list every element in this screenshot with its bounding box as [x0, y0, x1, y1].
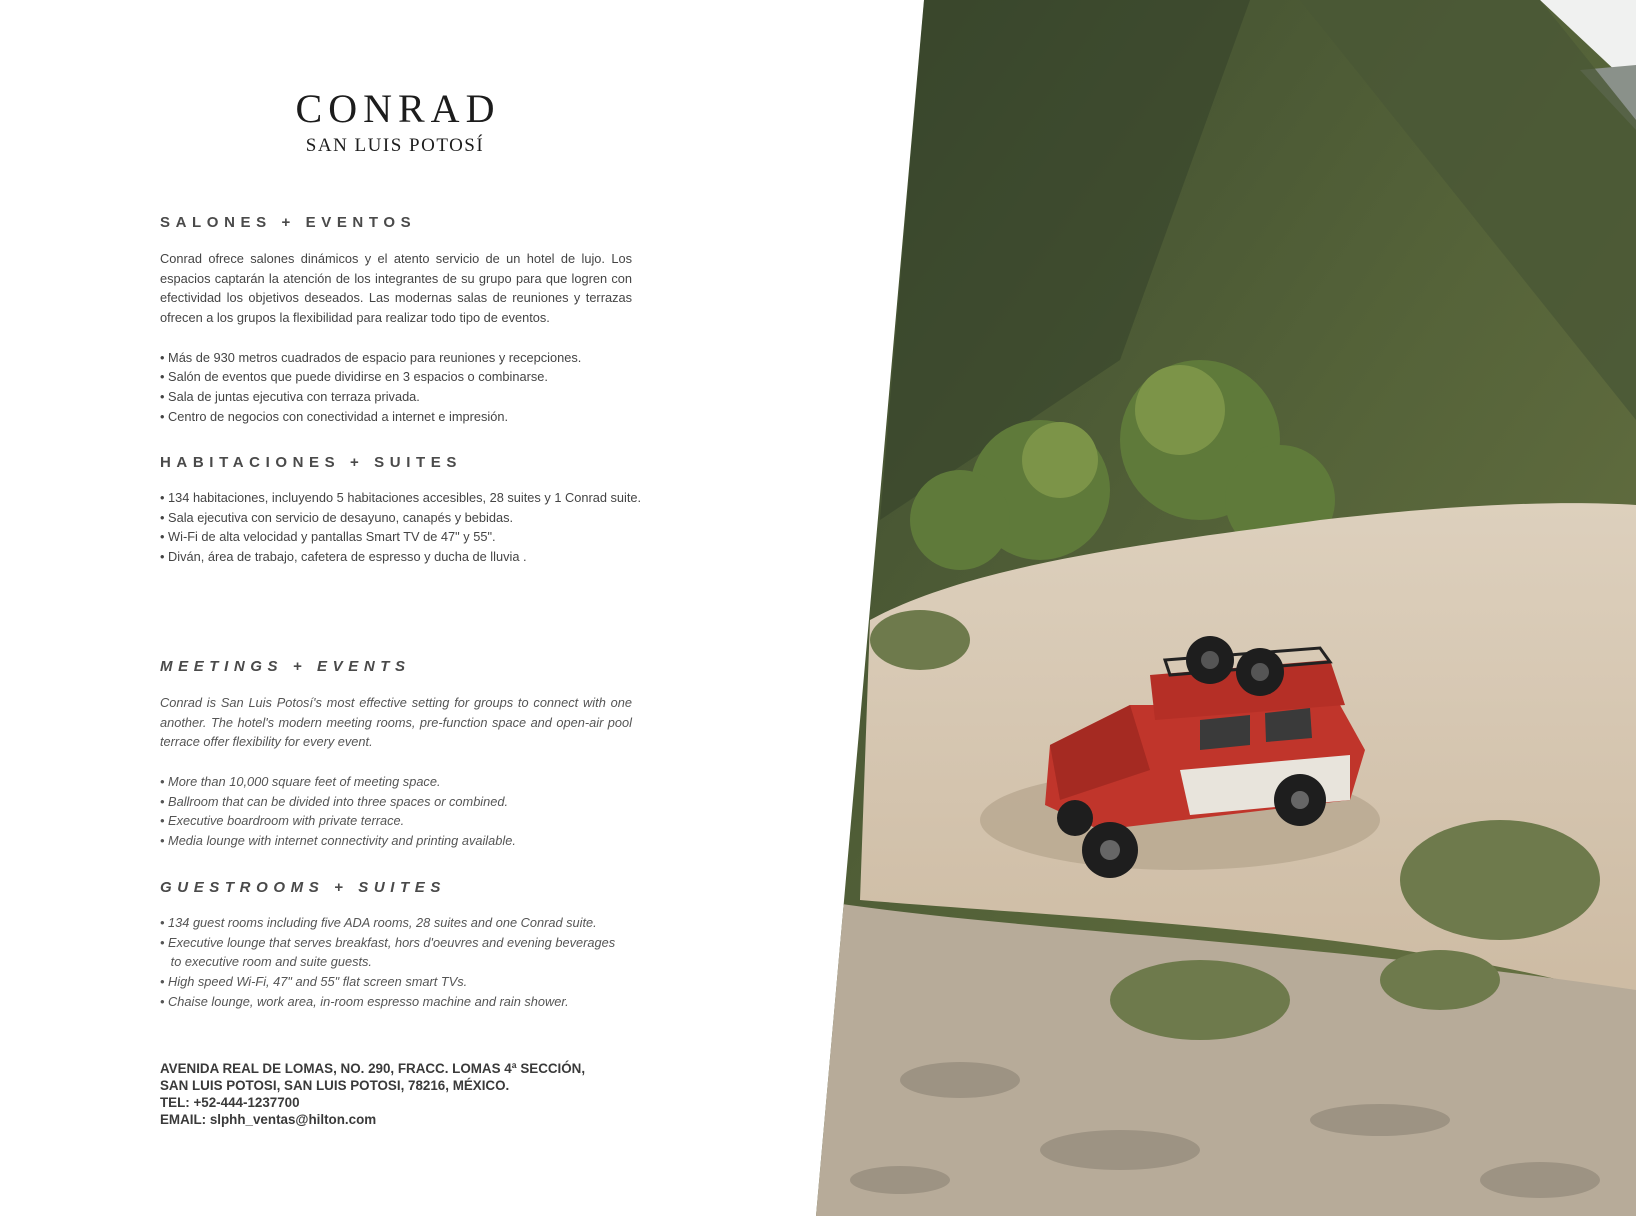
brand-name: CONRAD: [295, 86, 501, 131]
list-item: • Executive lounge that serves breakfast, hors d'oeuvres and evening beverages: [160, 934, 616, 950]
email-address[interactable]: EMAIL: slphh_ventas@hilton.com: [160, 1112, 377, 1127]
list-guestrooms-suites: [160, 913, 632, 1012]
list-item: • Sala ejecutiva con servicio de desayuno, canapés y bebidas.: [160, 509, 514, 525]
section-habitaciones-suites: [160, 488, 642, 567]
list-item: • More than 10,000 square feet of meeting space.: [160, 773, 441, 789]
brand-location: SAN LUIS POTOSÍ: [305, 135, 485, 156]
section-guestrooms-suites: [160, 913, 632, 1012]
list-habitaciones-suites: [160, 488, 642, 567]
list-item: • Centro de negocios con conectividad a internet e impresión.: [160, 408, 509, 424]
address-line-1: AVENIDA REAL DE LOMAS, NO. 290, FRACC. LOMAS 4ª SECCIÓN,: [160, 1061, 586, 1076]
list-item: • Wi-Fi de alta velocidad y pantallas Smart TV de 47" y 55".: [160, 529, 496, 545]
brand-logo: [230, 86, 560, 158]
list-item: • Salón de eventos que puede dividirse en 3 espacios o combinarse.: [160, 369, 548, 385]
paragraph-meetings-events: Conrad is San Luis Potosí's most effective setting for groups to connect with one another. The hotel's modern meeting rooms, pre-function space and open-air pool terrace offer flexibility for every event.: [160, 695, 632, 750]
list-item: • Más de 930 metros cuadrados de espacio para reuniones y recepciones.: [160, 349, 582, 365]
heading-salones-eventos: SALONES + EVENTOS: [160, 214, 417, 231]
list-item: • Chaise lounge, work area, in-room espresso machine and rain shower.: [160, 993, 569, 1009]
section-meetings-events: [160, 693, 632, 851]
contact-block: [160, 1060, 585, 1128]
list-item: • 134 guest rooms including five ADA rooms, 28 suites and one Conrad suite.: [160, 915, 597, 930]
heading-guestrooms-suites: GUESTROOMS + SUITES: [160, 879, 447, 896]
section-salones-eventos: [160, 249, 632, 426]
phone-number[interactable]: TEL: +52-444-1237700: [160, 1095, 300, 1110]
list-item: • 134 habitaciones, incluyendo 5 habitaciones accesibles, 28 suites y 1 Conrad suite.: [160, 490, 642, 505]
heading-meetings-events: MEETINGS + EVENTS: [160, 658, 411, 675]
list-meetings-events: [160, 772, 632, 851]
list-item: to executive room and suite guests.: [160, 954, 372, 970]
list-item: • High speed Wi-Fi, 47" and 55" flat screen smart TVs.: [160, 974, 468, 990]
heading-habitaciones-suites: HABITACIONES + SUITES: [160, 454, 462, 471]
list-item: • Executive boardroom with private terrace.: [160, 813, 405, 829]
list-item: • Diván, área de trabajo, cafetera de espresso y ducha de lluvia .: [160, 549, 527, 565]
address-line-2: SAN LUIS POTOSI, SAN LUIS POTOSI, 78216, MÉXICO.: [160, 1078, 510, 1093]
list-item: • Media lounge with internet connectivity and printing available.: [160, 832, 516, 848]
list-salones-eventos: [160, 348, 632, 427]
list-item: • Sala de juntas ejecutiva con terraza privada.: [160, 388, 420, 404]
paragraph-salones-eventos: Conrad ofrece salones dinámicos y el atento servicio de un hotel de lujo. Los espacios captarán la atención de los integrantes de su grupo para que logren con efectividad los objetivos deseados. Las modernas salas de reuniones y terrazas ofrecen a los grupos la flexibilidad para realizar todo tipo de eventos.: [160, 251, 632, 326]
list-item: • Ballroom that can be divided into three spaces or combined.: [160, 793, 509, 809]
